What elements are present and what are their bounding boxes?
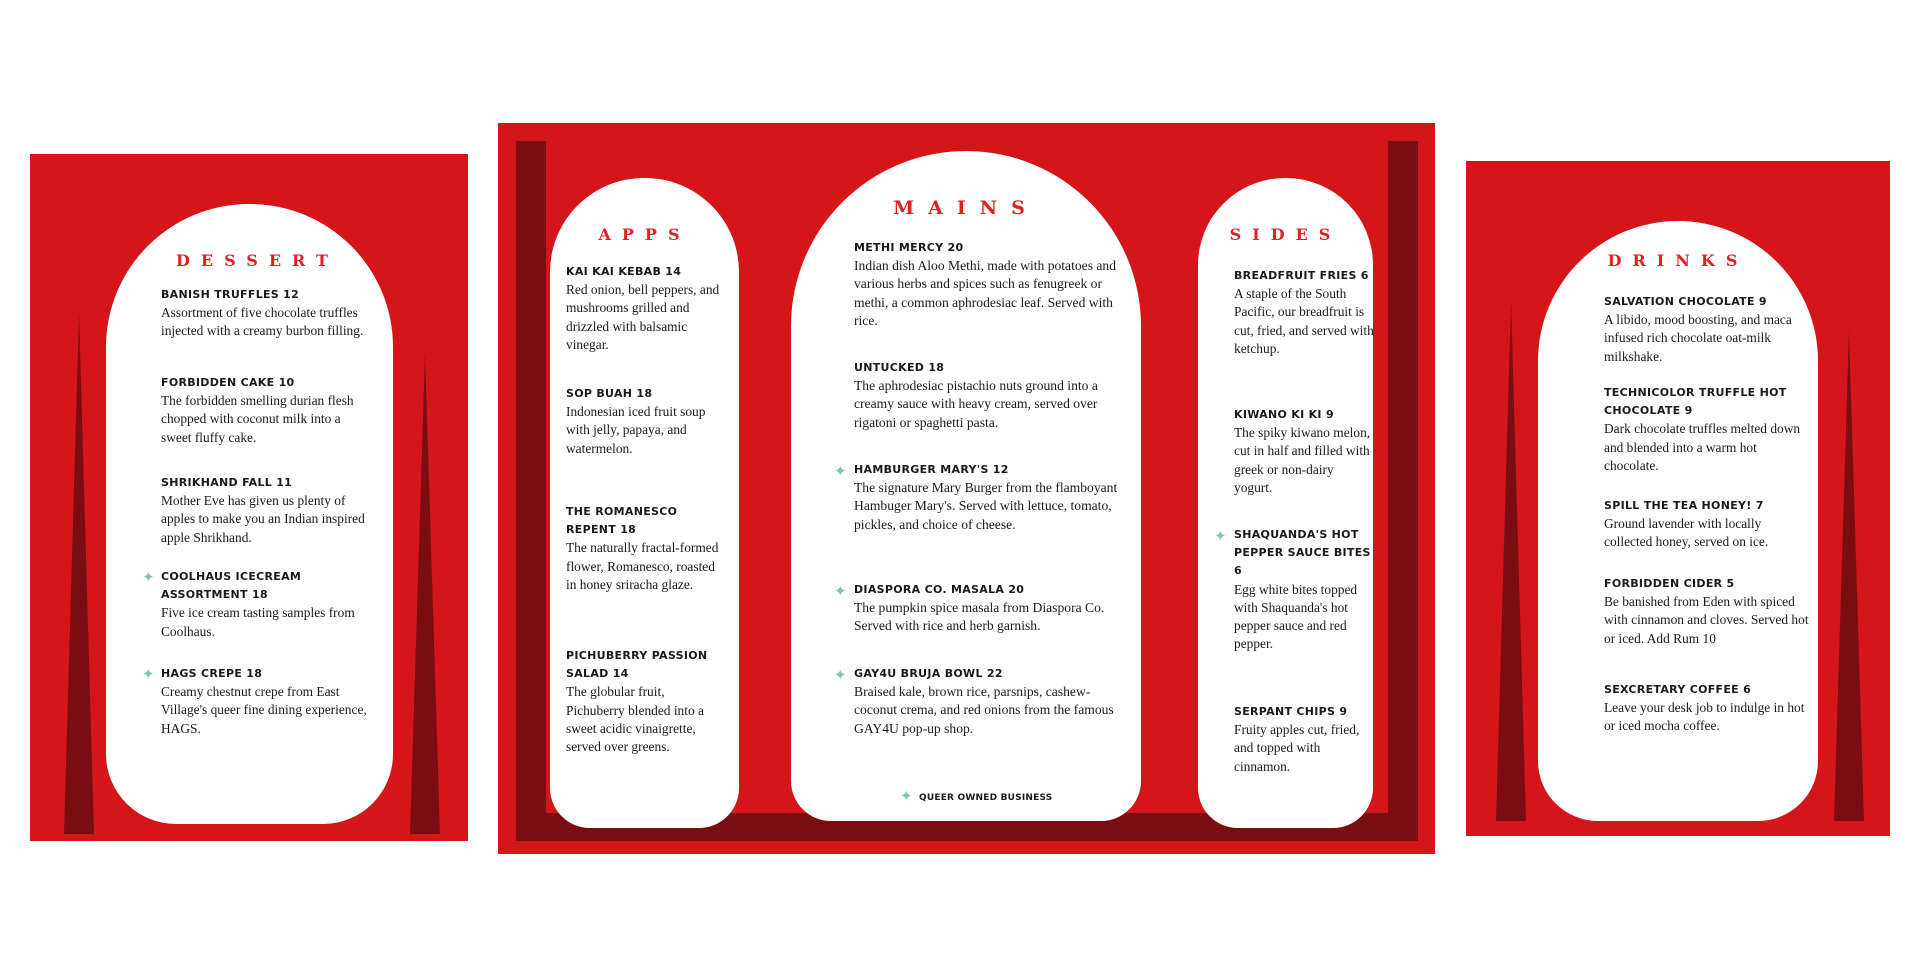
item-desc: Dark chocolate truffles melted down and blended into a warm hot chocolate.: [1604, 421, 1801, 473]
menu-item: [566, 647, 726, 756]
right-border-frame: [1388, 141, 1418, 841]
item-desc: The forbidden smelling durian flesh chopped with coconut milk into a sweet fluffy cake.: [161, 393, 354, 445]
item-desc: Ground lavender with locally collected honey, served on ice.: [1604, 516, 1769, 550]
item-desc: The spiky kiwano melon, cut in half and filled with greek or non-dairy yogurt.: [1234, 425, 1371, 495]
item-name: THE ROMANESCO REPENT 18: [566, 505, 678, 537]
item-desc: Red onion, bell peppers, and mushrooms grilled and drizzled with balsamic vinegar.: [566, 282, 720, 352]
menu-item: [1234, 703, 1374, 776]
item-desc: The signature Mary Burger from the flamboyant Hambuger Mary's. Served with lettuce, tomato, pickles, and choice of cheese.: [854, 480, 1118, 532]
item-name: HAMBURGER MARY'S 12: [854, 463, 1009, 476]
menu-item: [1234, 526, 1374, 653]
item-name: DIASPORA CO. MASALA 20: [854, 583, 1025, 596]
four-point-star-icon: ✦: [1214, 527, 1227, 545]
four-point-star-icon: ✦: [142, 665, 155, 683]
menu-item: [1234, 406, 1374, 497]
item-name: BREADFRUIT FRIES 6: [1234, 269, 1369, 282]
item-name: GAY4U BRUJA BOWL 22: [854, 667, 1003, 680]
four-point-star-icon: ✦: [142, 568, 155, 586]
mains-heading: MAINS: [893, 197, 1039, 219]
sides-heading: SIDES: [1229, 225, 1342, 244]
menu-item: [161, 286, 371, 341]
apps-heading: APPS: [598, 225, 691, 244]
item-desc: Fruity apples cut, fried, and topped with cinnamon.: [1234, 722, 1360, 774]
item-name: SOP BUAH 18: [566, 387, 653, 400]
item-desc: Creamy chestnut crepe from East Village's queer fine dining experience, HAGS.: [161, 684, 367, 736]
menu-item: [1234, 267, 1374, 358]
item-name: METHI MERCY 20: [854, 241, 964, 254]
queer-owned-legend: QUEER OWNED BUSINESS: [919, 793, 1053, 803]
main-menu: [498, 123, 1435, 854]
menu-item: [1604, 384, 1804, 475]
menu-item: [854, 461, 1124, 534]
item-desc: Be banished from Eden with spiced with cinnamon and cloves. Served hot or iced. Add Rum 10: [1604, 594, 1809, 646]
menu-item: [854, 239, 1124, 330]
item-desc: The naturally fractal-formed flower, Romanesco, roasted in honey sriracha glaze.: [566, 540, 719, 592]
menu-item: [161, 568, 371, 641]
item-desc: Assortment of five chocolate truffles injected with a creamy burbon filling.: [161, 305, 364, 339]
four-point-star-icon: ✦: [900, 787, 913, 805]
item-name: UNTUCKED 18: [854, 361, 945, 374]
menu-item: [161, 374, 371, 447]
item-name: SERPANT CHIPS 9: [1234, 705, 1348, 718]
four-point-star-icon: ✦: [834, 462, 847, 480]
item-name: SEXCRETARY COFFEE 6: [1604, 683, 1752, 696]
item-desc: The aphrodesiac pistachio nuts ground into a creamy sauce with heavy cream, served over rigatoni or spaghetti pasta.: [854, 378, 1098, 430]
dessert-heading: DESSERT: [176, 251, 339, 270]
item-name: SHAQUANDA'S HOT PEPPER SAUCE BITES 6: [1234, 528, 1371, 578]
item-name: COOLHAUS ICECREAM ASSORTMENT 18: [161, 570, 302, 602]
item-name: PICHUBERRY PASSION SALAD 14: [566, 649, 708, 681]
menu-item: [854, 665, 1124, 738]
drinks-heading: DRINKS: [1607, 251, 1749, 270]
menu-item: [854, 359, 1124, 432]
menu-item: [1604, 293, 1809, 366]
item-name: KAI KAI KEBAB 14: [566, 265, 682, 278]
item-desc: Braised kale, brown rice, parsnips, cashew-coconut crema, and red onions from the famous GAY4U pop-up shop.: [854, 684, 1114, 736]
item-desc: The globular fruit, Pichuberry blended into a sweet acidic vinaigrette, served over greens.: [566, 684, 704, 755]
menu-item: [854, 581, 1124, 636]
item-desc: Five ice cream tasting samples from Coolhaus.: [161, 605, 355, 639]
four-point-star-icon: ✦: [834, 666, 847, 684]
item-desc: A staple of the South Pacific, our breadfruit is cut, fried, and served with ketchup.: [1234, 286, 1374, 356]
menu-item: [1604, 575, 1809, 648]
item-desc: Mother Eve has given us plenty of apples to make you an Indian inspired apple Shrikhand.: [161, 493, 365, 545]
drinks-menu: [1466, 161, 1890, 836]
left-border-frame: [516, 141, 546, 841]
menu-item: [566, 503, 726, 594]
menu-item: [1604, 497, 1809, 552]
menu-item: [1604, 681, 1809, 736]
item-name: SALVATION CHOCOLATE 9: [1604, 295, 1767, 308]
item-desc: The pumpkin spice masala from Diaspora Co. Served with rice and herb garnish.: [854, 600, 1105, 634]
item-desc: Leave your desk job to indulge in hot or iced mocha coffee.: [1604, 700, 1805, 734]
menu-item: [566, 385, 726, 458]
item-desc: Indonesian iced fruit soup with jelly, papaya, and watermelon.: [566, 404, 706, 456]
menu-item: [566, 263, 726, 354]
item-name: FORBIDDEN CIDER 5: [1604, 577, 1735, 590]
menu-item: [161, 474, 371, 547]
item-desc: Egg white bites topped with Shaquanda's hot pepper sauce and red pepper.: [1234, 581, 1358, 652]
item-name: SHRIKHAND FALL 11: [161, 476, 293, 489]
item-desc: A libido, mood boosting, and maca infused rich chocolate oat-milk milkshake.: [1604, 312, 1792, 364]
item-desc: Indian dish Aloo Methi, made with potatoes and various herbs and spices such as fenugreek or methi, a common aphrodesiac leaf. Served with rice.: [854, 258, 1117, 328]
item-name: SPILL THE TEA HONEY! 7: [1604, 499, 1764, 512]
menu-item: [161, 665, 371, 738]
item-name: FORBIDDEN CAKE 10: [161, 376, 295, 389]
four-point-star-icon: ✦: [834, 582, 847, 600]
dessert-menu: [30, 154, 468, 841]
item-name: HAGS CREPE 18: [161, 667, 263, 680]
item-name: BANISH TRUFFLES 12: [161, 288, 300, 301]
item-name: KIWANO KI KI 9: [1234, 408, 1334, 421]
item-name: TECHNICOLOR TRUFFLE HOT CHOCOLATE 9: [1604, 386, 1787, 418]
